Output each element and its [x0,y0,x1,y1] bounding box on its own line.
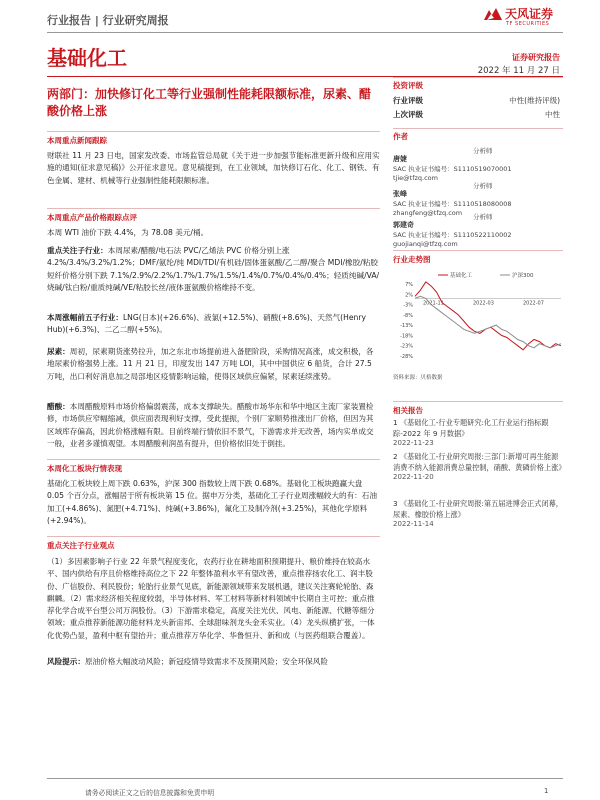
logo-mark-icon [483,6,503,22]
para-label: 风险提示： [47,657,85,666]
related-report-date: 2022-11-23 [393,439,434,447]
author-name: 郭建奇 [393,221,414,229]
logo-subtext: TF SECURITIES [506,21,550,27]
author-card [393,212,563,249]
logo-text: 天风证券 [505,7,554,21]
section-title-market: 本周化工板块行情表现 [47,464,122,473]
related-report-title[interactable]: 1 《基础化工-行业专题研究:化工行业运行指标跟踪-2022 年 9 月数据》 [393,418,549,438]
risk-para [47,656,380,668]
related-report[interactable] [393,452,566,481]
views-body: （1）多因素影响子行业 22 年景气程度变化，农药行业在耕地面积预期提升、粮价维持在较高水平、国内供给有序且价格维持高位之下 22 年整体盈利水平有望改善，重点推荐扬农化工、润丰股份、广信股份、利民股份；轮胎行业景气见底，新能源领域带来发展机遇，建议关注赛轮轮胎、森麒麟。（2）需求经济相关程度较弱，半导体材料、军工材料等新材料领域中长期自主可控；重点推荐化学合成平台型公司万润股份。（3）下游需求稳定，高度关注光伏、风电、新能源、代糖等细分领域；重点推荐新能源功能材料龙头新宙邦、全球甜味剂龙头金禾实业。（4）龙头纵横扩张，一体化优势凸显，盈利中枢有望抬升；重点推荐万华化学、华鲁恒升、新和成（与医药组联合覆盖）。 [47,557,375,640]
industry-rating-label [393,95,423,106]
legend-label: 沪深300 [512,273,534,279]
footer-disclaimer: 请务必阅读正文之后的信息披露和免责申明 [85,789,215,797]
trend-chart-svg [393,270,563,368]
para-label: 醋酸： [47,402,70,411]
divider [47,536,380,537]
divider [393,77,563,78]
footer-rule [47,778,563,779]
y-tick-label: 2% [405,292,413,299]
para-text: 本周醋酸原料市场价格偏弱震荡，成本支撑缺失。醋酸市场华东和华中地区主流厂家装置检修，市场供应窄幅缩减，供应面表现利好支撑，受此提振，个别厂家顺势推涨出厂价格，但因为其区域库存偏高，因此价格涨幅有限。目前终端行情依旧不景气，下游需求并无改善，场内实单成交一般，业者多谨慎观望。本周醋酸利润虽有提升，但价格依旧处于倒挂。 [47,402,374,448]
author-email: zhangfeng@tfzq.com [393,209,463,217]
author-cert: SAC 执业证书编号：S1110518080008 [393,200,512,208]
para-label: 尿素： [47,347,70,356]
related-report-date: 2022-11-14 [393,520,434,528]
last-rating-label [393,109,423,120]
divider [47,131,380,132]
authors-title: 作者 [393,132,408,141]
page-number: 1 [544,787,549,795]
y-tick-label: -23% [400,343,413,350]
industry-trend-chart [393,270,563,368]
top-gainers-para [47,312,380,337]
industry-title: 基础化工 [47,46,127,70]
y-tick-label: -13% [400,323,413,330]
para-text: LNG(日本)(+26.6%)、液氯(+12.5%)、硝酸(+8.6%)、天然气(Henry Hub)(+6.3%)、二乙二醇(+5%)。 [47,313,366,335]
rating-title: 投资评级 [393,81,423,90]
report-type: 证券研究报告 [512,53,560,62]
news-body: 财联社 11 月 23 日电，国家发改委、市场监管总局就《关于进一步加强节能标准更新升级和应用实施的通知(征求意见稿)》公开征求意见。意见稿提到，在工业领域，加快修订石化、化工、钢铁、有色金属、建材、机械等行业强制性能耗限额标准。 [47,151,380,185]
report-headline: 两部门：加快修订化工等行业强制性能耗限额标准，尿素、醋酸价格上涨 [47,87,372,118]
author-cert: SAC 执业证书编号：S1110519070001 [393,165,512,173]
para-label: 重点关注子行业： [47,246,108,255]
legend-label: 基础化工 [450,273,473,279]
para-label: 本周涨幅前五子行业： [47,313,123,322]
para-text: 原油价格大幅波动风险；新冠疫情导致需求不及预期风险；安全环保风险 [84,657,328,666]
report-category: 行业报告 | 行业研究周报 [47,14,169,27]
related-report-date: 2022-11-20 [393,473,434,481]
x-tick-label: 2021-11 [423,300,444,307]
related-report-title[interactable]: 2 《基础化工-行业研究周报:三部门:新增可再生能源消费不纳入能源消费总量控制，硝酸、黄磷价格上涨》 [393,452,566,472]
y-tick-label: -28% [400,354,413,360]
header-rule [47,32,563,33]
author-email: guojianqi@tfzq.com [393,240,458,248]
para-text: 周初，尿素期货涨势拉升，加之东北市场提前进入备肥阶段，采购情况高涨，成交积极，各地尿素价格强势上涨。11 月 21 日，印度发出 147 万吨 LOI，其中中国供应 6 船货，合计 27.5 万吨，出口利好消息加之局部地区疫情影响运输，使得区域供应偏紧，尿素延续涨势。 [47,347,374,381]
author-role: 分析师 [473,147,493,155]
industry-rating-value: 中性(维持评级) [509,96,560,105]
acetic-acid-para [47,401,380,450]
wti-text: 本周 WTI 油价下跌 4.4%，为 78.08 美元/桶。 [47,228,209,237]
author-name: 张峰 [393,190,407,198]
last-rating-value: 中性 [545,110,560,119]
author-card [393,146,563,183]
y-tick-label: 7% [405,282,413,288]
divider [47,459,380,460]
author-name: 唐婕 [393,155,407,163]
para-text: 本周尿素/醋酸/电石法 PVC/乙烯法 PVC 价格分别上涨 4.2%/3.4%/3.2%/1.2%；DMF/氨纶/纯 MDI/TDI/有机硅/固体蛋氨酸/乙二醇/聚合 MDI/橡胶/粘胶短纤价格分别下跌 7.1%/2.9%/2.2%/1.7%/1.7%/1.5%/1.4%/0.7%/0.4%/0.4%；轻质纯碱/VA/烧碱/钛白粉/重质纯碱/VE/粘胶长丝/液体蛋氨酸价格维持不变。 [47,246,380,292]
chart-source: 资料来源：贝格数据 [393,375,443,381]
author-email: tjie@tfzq.com [393,174,438,182]
author-role: 分析师 [473,213,493,221]
divider [47,208,380,209]
section-title-prices: 本周重点产品价格跟踪点评 [47,213,137,222]
divider [393,128,563,129]
market-body: 基础化工板块较上周下跌 0.63%，沪深 300 指数较上周下跌 0.68%。基础化工板块跑赢大盘 0.05 个百分点，涨幅居于所有板块第 15 位。据申万分类，基础化工子行业周涨幅较大的有：石油加工(+4.86%)、氮肥(+4.71%)、纯碱(+3.86%)，氟化工及制冷剂(+3.25%)，其他化学原料(+2.94%)。 [47,479,377,525]
urea-para [47,346,380,383]
report-date: 2022 年 11 月 27 日 [477,66,560,76]
series-line-0 [415,282,561,350]
trend-title: 行业走势图 [393,255,431,264]
related-title: 相关报告 [393,406,423,415]
section-title-views: 重点关注子行业观点 [47,541,115,550]
y-tick-label: -18% [400,333,413,340]
author-role: 分析师 [473,182,493,190]
section-title-news: 本周重点新闻跟踪 [47,136,107,145]
related-report[interactable] [393,499,563,528]
author-cert: SAC 执业证书编号：S1110522110002 [393,231,512,239]
divider [393,250,563,251]
x-tick-label: 2022-07 [523,300,544,307]
y-tick-label: -3% [403,302,413,309]
label: 上次评级 [393,110,423,119]
company-logo [483,4,563,28]
y-tick-label: -8% [403,312,413,319]
related-report-title[interactable]: 3 《基础化工-行业研究周报:第五届进博会正式闭幕，尿素、橡胶价格上涨》 [393,499,564,519]
label: 行业评级 [393,96,423,105]
related-report[interactable] [393,418,563,447]
divider [393,401,563,402]
key-subindustry-para [47,245,380,294]
x-tick-label: 2022-03 [473,300,494,307]
